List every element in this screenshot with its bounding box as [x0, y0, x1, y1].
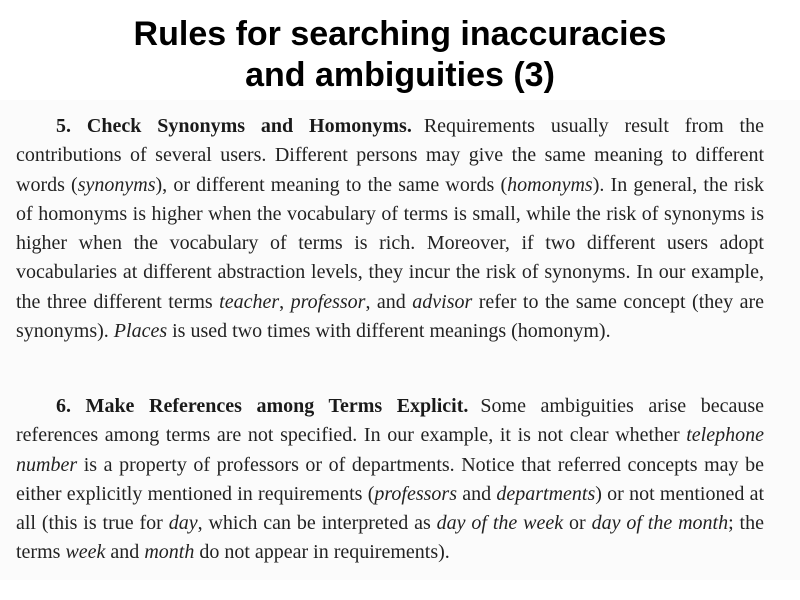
slide-title [0, 14, 800, 96]
term: telephone number [16, 424, 764, 476]
text: , [279, 290, 291, 313]
term: homonyms [507, 173, 593, 196]
term: teacher [219, 290, 280, 313]
text: and [456, 482, 497, 505]
paragraph-synonyms-homonyms [16, 112, 764, 346]
term: day of the week [436, 512, 564, 535]
term: week [65, 541, 106, 564]
term: month [144, 541, 195, 564]
text: is a property of professors or of departments. Notice that referred concepts may be either explicitly mentioned in requirements ( [16, 453, 764, 505]
title-line-2: and ambiguities (3) [245, 56, 555, 94]
text: , and [365, 290, 413, 313]
text: Some ambiguities arise because references among terms are not specified. In our example, it is not clear whether [16, 395, 764, 447]
term: day [168, 512, 198, 535]
term: professor [290, 290, 366, 313]
title-line-1: Rules for searching inaccuracies [133, 15, 667, 53]
section-6-heading: 6. Make References among Terms Explicit. [56, 395, 469, 417]
text: and [105, 541, 145, 564]
term: departments [496, 482, 596, 505]
text: ) or not mentioned at all (this is true for [16, 482, 765, 535]
text: , which can be interpreted as [197, 512, 437, 535]
text: ; the terms [16, 512, 764, 564]
text: is used two times with different meanings (homonym). [167, 320, 611, 343]
paragraph-references [16, 392, 764, 568]
text: Requirements usually result from the contributions of several users. Different persons may give the same meaning to different words ( [16, 115, 764, 196]
term: synonyms [77, 173, 156, 196]
section-5-heading: 5. Check Synonyms and Homonyms. [56, 115, 412, 137]
text: or [563, 512, 592, 535]
text: ). In general, the risk of homonyms is higher when the vocabulary of terms is small, while the risk of synonyms is higher when the vocabulary of terms is rich. Moreover, if two different users adopt vocabularies at different abstraction levels, they incur the risk of synonyms. In our example, the three different terms [16, 173, 764, 313]
term: advisor [412, 290, 473, 313]
term: professors [374, 482, 457, 505]
text: do not appear in requirements). [194, 541, 450, 564]
term: Places [113, 320, 168, 343]
text: ), or different meaning to the same words ( [155, 173, 508, 196]
term: day of the month [591, 512, 729, 535]
text: refer to the same concept (they are synonyms). [16, 290, 765, 343]
